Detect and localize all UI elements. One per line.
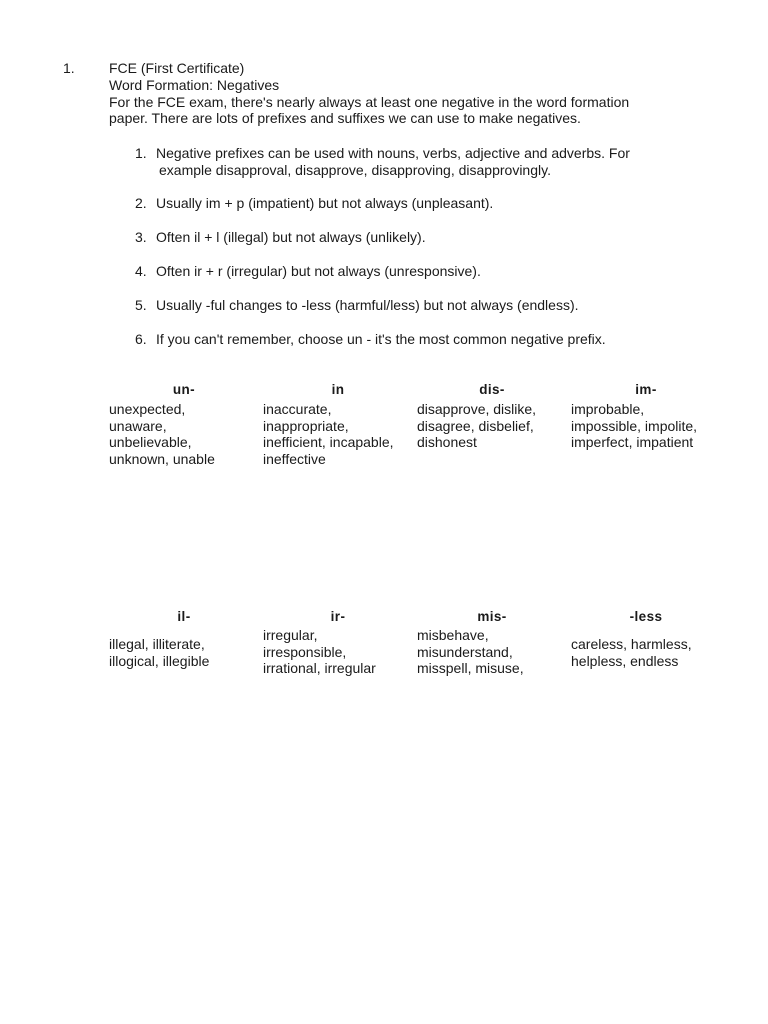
- column-header-un: un-: [172, 382, 196, 397]
- word-list-line: misspell, misuse,: [417, 660, 524, 676]
- rule-text: Negative prefixes can be used with nouns, verbs, adjective and adverbs. For: [156, 145, 630, 161]
- intro-line-2: paper. There are lots of prefixes and suffixes we can use to make negatives.: [109, 110, 581, 126]
- column-cell-im: [571, 401, 721, 451]
- word-list-line: dishonest: [417, 434, 477, 450]
- word-list-line: inaccurate,: [263, 401, 332, 417]
- word-list-line: helpless, endless: [571, 652, 679, 669]
- word-list-line: careless, harmless,: [571, 636, 692, 652]
- word-list-line: improbable,: [571, 401, 645, 417]
- column-header-mis: mis-: [477, 609, 507, 624]
- word-list-line: inappropriate,: [263, 417, 349, 434]
- word-list-line: imperfect, impatient: [571, 434, 694, 450]
- word-list-line: misbehave,: [417, 627, 489, 643]
- word-list-line: impossible, impolite,: [571, 417, 698, 434]
- rule-text: Often il + l (illegal) but not always (unlikely).: [156, 229, 426, 245]
- rule-number: 1.: [135, 145, 147, 161]
- column-cell-un: [109, 401, 259, 467]
- column-cell-in: [263, 401, 413, 467]
- rule-number: 5.: [135, 297, 147, 313]
- doc-subtitle: Word Formation: Negatives: [109, 77, 280, 93]
- rule-text: Usually im + p (impatient) but not always (unpleasant).: [156, 195, 494, 211]
- rule-text: Usually -ful changes to -less (harmful/less) but not always (endless).: [156, 297, 579, 313]
- word-list-line: unexpected,: [109, 401, 186, 417]
- word-list-line: unaware,: [109, 417, 167, 434]
- column-header-less: -less: [629, 609, 663, 624]
- rule-text: If you can't remember, choose un - it's the most common negative prefix.: [156, 331, 606, 347]
- word-list-line: unbelievable,: [109, 434, 192, 450]
- rule-number: 3.: [135, 229, 147, 245]
- word-list-line: ineffective: [263, 450, 326, 467]
- column-header-dis: dis-: [479, 382, 505, 397]
- column-header-in: in: [331, 382, 345, 397]
- column-cell-ir: [263, 627, 413, 677]
- rule-number: 4.: [135, 263, 147, 279]
- column-header-im: im-: [635, 382, 657, 397]
- column-header-il: il-: [177, 609, 191, 624]
- word-list-line: illegal, illiterate,: [109, 636, 205, 652]
- word-list-line: irregular,: [263, 627, 318, 643]
- intro-line-1: For the FCE exam, there's nearly always at least one negative in the word formation: [109, 94, 630, 110]
- word-list-line: illogical, illegible: [109, 652, 210, 669]
- word-list-line: disagree, disbelief,: [417, 417, 534, 434]
- column-cell-less: [571, 636, 721, 669]
- doc-title: FCE (First Certificate): [109, 60, 245, 76]
- item-number: 1.: [63, 60, 75, 76]
- rule-text: Often ir + r (irregular) but not always (unresponsive).: [156, 263, 481, 279]
- column-cell-dis: [417, 401, 567, 451]
- word-list-line: irrational, irregular: [263, 660, 376, 676]
- column-header-ir: ir-: [330, 609, 346, 624]
- word-list-line: disapprove, dislike,: [417, 401, 537, 417]
- word-list-line: misunderstand,: [417, 643, 513, 660]
- rule-text-continued: example disapproval, disapprove, disapproving, disapprovingly.: [159, 161, 551, 178]
- word-list-line: inefficient, incapable,: [263, 434, 394, 450]
- word-list-line: irresponsible,: [263, 643, 347, 660]
- column-cell-mis: [417, 627, 567, 677]
- rule-number: 6.: [135, 331, 147, 347]
- word-list-line: unknown, unable: [109, 450, 215, 467]
- rule-number: 2.: [135, 195, 147, 211]
- column-cell-il: [109, 636, 259, 669]
